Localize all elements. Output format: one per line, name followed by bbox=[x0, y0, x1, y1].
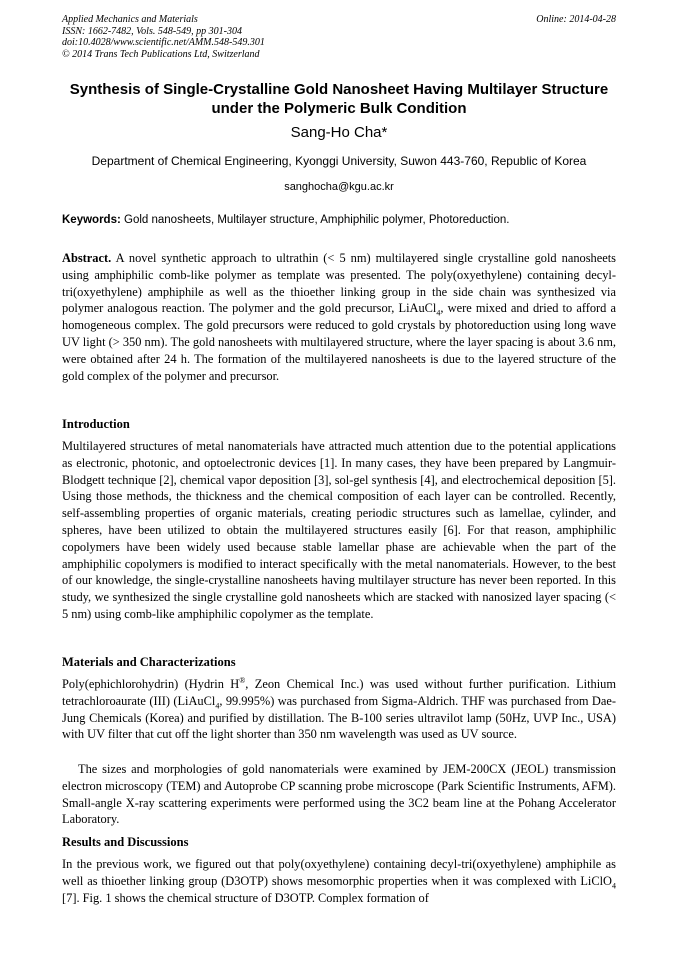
keywords bbox=[62, 213, 616, 227]
materials-paragraph bbox=[62, 676, 616, 743]
results-paragraph bbox=[62, 856, 616, 906]
paper-title: Synthesis of Single-Crystalline Gold Nanosheet Having Multilayer Structure under the Polymeric Bulk Condition bbox=[69, 81, 609, 117]
keywords-label: Keywords: bbox=[62, 214, 121, 226]
materials-paragraph-2: The sizes and morphologies of gold nanomaterials were examined by JEM-200CX (JEOL) transmission electron microscopy (TEM) and Autoprobe CP scanning probe microscope (Park Scientific Instruments, AFM). Small-angle X-ray scattering experiments were performed using the 3C2 beam line at the Pohang Accelerator Laboratory. bbox=[62, 762, 616, 827]
materials-text-part: , 99.995%) was purchased from Sigma-Aldrich. THF was purchased from Dae-Jung Chemicals (Korea) and purified by distillation. The B-100 series ultravilot lamp (50Hz, UVP Inc., USA) with UV filter that cut off the light shorter than 350 nm wavelength was used as UV source. bbox=[62, 693, 616, 742]
materials-subscript: 4 bbox=[215, 701, 220, 711]
materials-text-part: Poly(ephichlorohydrin) (Hydrin H bbox=[62, 677, 240, 691]
abstract-text-part: A novel synthetic approach to ultrathin (< 5 nm) multilayered single crystalline gold nanosheets using amphiphilic comb-like polymer as template was presented. The poly(oxyethylene) containing decyl-tri(oxyethylene) amphiphile as well as the thioether linking group in the side chain was synthesized via polymer analogous reaction. The polymer and the gold precursor, LiAuCl bbox=[62, 251, 617, 316]
author-affiliation: Department of Chemical Engineering, Kyonggi University, Suwon 443-760, Republic of Korea bbox=[91, 154, 587, 168]
introduction-heading: Introduction bbox=[62, 417, 130, 431]
abstract-subscript: 4 bbox=[436, 308, 441, 318]
results-text-part: In the previous work, we figured out that poly(oxyethylene) containing decyl-tri(oxyethylene) amphiphile as well as thioether linking group (D3OTP) shows mesomorphic properties when it was complexed with LiClO bbox=[62, 857, 616, 888]
results-subscript: 4 bbox=[612, 881, 616, 891]
results-heading: Results and Discussions bbox=[62, 835, 189, 849]
introduction-paragraph: Multilayered structures of metal nanomaterials have attracted much attention due to the potential applications as electronic, photonic, and optoelectronic devices [1]. In many cases, they have been prepared by Langmuir-Blodgett technique [2], chemical vapor deposition [3], sol-gel synthesis [4], and electrochemical deposition [5]. Using those methods, the thickness and the chemical composition of each layer can be controlled. Recently, self-assembling properties of organic materials, creating periodic structures such as lamellae, cylinder, and spheres, have been utilized to obtain the multilayered structures easily [6]. For that reason, amphiphilic copolymers have been widely used because stable lamellar phase are achievable when the part of the amphiphilic copolymers is modified to interact specifically with the metal nanomaterials. However, to the best of our knowledge, the single-crystalline nanosheets having multilayer structure has never been reported. In this study, we synthesized the single crystalline gold nanosheets which are stacked with nanosized layer spacing (< 5 nm) using comb-like amphiphilic copolymer as the template. bbox=[62, 439, 616, 621]
abstract-text-part: , were mixed and dried to afford a homogeneous complex. The gold precursors were reduced to gold crystals by photoreduction using long wave UV light (> 350 nm). The gold nanosheets with multilayered structure, where the layer spacing is about 3.6 nm, were obtained after 24 h. The formation of the multilayered nanosheets is due to the layered structure of the gold complex of the polymer and precursor. bbox=[62, 301, 617, 383]
results-text-part: [7]. Fig. 1 shows the chemical structure of D3OTP. Complex formation of bbox=[62, 890, 429, 905]
issn-line: ISSN: 1662-7482, Vols. 548-549, pp 301-304 bbox=[62, 25, 242, 37]
materials-text-part: , Zeon Chemical Inc.) was used without further purification. Lithium tetrachloroaurate (III) (LiAuCl bbox=[62, 677, 617, 708]
doi-line: doi:10.4028/www.scientific.net/AMM.548-549.301 bbox=[62, 37, 265, 48]
abstract-label: Abstract. bbox=[62, 251, 112, 265]
online-date: Online: 2014-04-28 bbox=[536, 14, 616, 25]
materials-heading: Materials and Characterizations bbox=[62, 655, 236, 669]
registered-mark: ® bbox=[239, 675, 246, 685]
keywords-text: Gold nanosheets, Multilayer structure, Amphiphilic polymer, Photoreduction. bbox=[124, 214, 510, 226]
author-email: sanghocha@kgu.ac.kr bbox=[284, 181, 394, 193]
copyright-line: © 2014 Trans Tech Publications Ltd, Switzerland bbox=[62, 48, 260, 60]
author-name: Sang-Ho Cha* bbox=[290, 124, 388, 141]
journal-header bbox=[62, 14, 265, 60]
journal-name: Applied Mechanics and Materials bbox=[62, 14, 198, 25]
abstract-paragraph bbox=[62, 250, 616, 384]
